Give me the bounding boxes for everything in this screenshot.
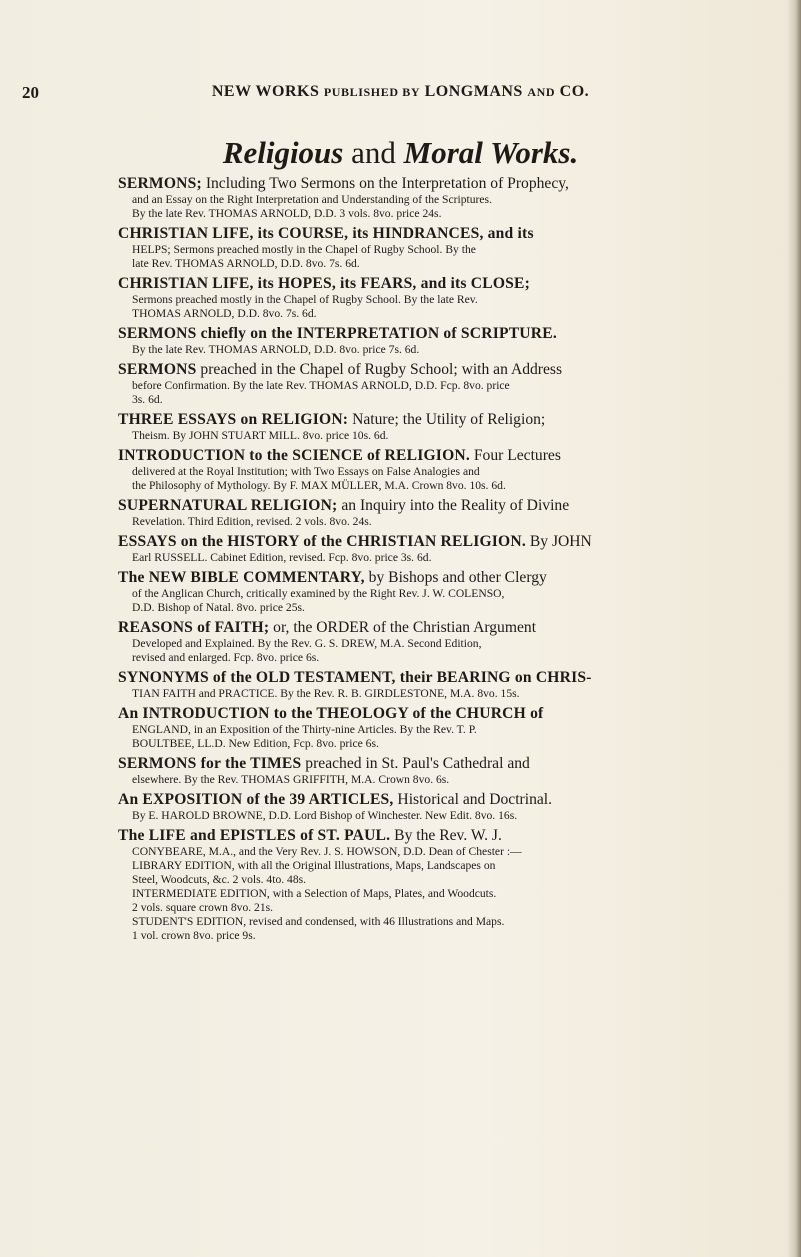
- entry-list: [118, 175, 698, 947]
- book-entry: [118, 225, 698, 271]
- entry-heading: [118, 619, 698, 637]
- entry-heading-rest: Nature; the Utility of Religion;: [348, 411, 546, 428]
- entry-heading-bold: SERMONS;: [118, 175, 202, 192]
- entry-description-line: and an Essay on the Right Interpretation and Understanding of the Scriptures.: [132, 193, 492, 206]
- book-entry: [118, 361, 698, 407]
- entry-heading-bold: REASONS of FAITH;: [118, 619, 270, 636]
- book-entry: [118, 619, 698, 665]
- entry-heading-rest: or, the ORDER of the Christian Argument: [269, 619, 537, 636]
- entry-description-line: CONYBEARE, M.A., and the Very Rev. J. S. HOWSON, D.D. Dean of Chester :—: [132, 845, 522, 858]
- entry-description-line: BOULTBEE, LL.D. New Edition, Fcp. 8vo. price 6s.: [132, 737, 379, 750]
- entry-heading: [118, 447, 698, 465]
- book-entry: [118, 275, 698, 321]
- running-title: [0, 83, 801, 101]
- entry-description-line: Steel, Woodcuts, &c. 2 vols. 4to. 48s.: [132, 873, 307, 886]
- entry-description-line: D.D. Bishop of Natal. 8vo. price 25s.: [132, 601, 305, 614]
- book-entry: [118, 791, 698, 823]
- entry-description-line: late Rev. THOMAS ARNOLD, D.D. 8vo. 7s. 6d.: [132, 257, 360, 270]
- entry-heading-bold: SUPERNATURAL RELIGION;: [118, 497, 338, 514]
- book-entry: [118, 325, 698, 357]
- entry-description-line: Sermons preached mostly in the Chapel of Rugby School. By the late Rev.: [132, 293, 478, 306]
- book-entry: [118, 497, 698, 529]
- entry-heading-rest: by Bishops and other Clergy: [364, 569, 547, 586]
- entry-heading: [118, 275, 698, 293]
- entry-heading-bold: CHRISTIAN LIFE, its HOPES, its FEARS, and its CLOSE;: [118, 275, 531, 292]
- section-title-part: Religious: [222, 135, 344, 170]
- entry-description-line: elsewhere. By the Rev. THOMAS GRIFFITH, M.A. Crown 8vo. 6s.: [132, 773, 450, 786]
- entry-description-line: 2 vols. square crown 8vo. 21s.: [132, 901, 274, 914]
- book-entry: [118, 669, 698, 701]
- entry-heading-rest: preached in St. Paul's Cathedral and: [301, 755, 530, 772]
- book-entry: [118, 827, 698, 943]
- book-entry: [118, 175, 698, 221]
- entry-heading-rest: By JOHN: [525, 533, 592, 550]
- entry-heading: [118, 827, 698, 845]
- entry-heading-rest: Historical and Doctrinal.: [393, 791, 553, 808]
- entry-description-line: before Confirmation. By the late Rev. THOMAS ARNOLD, D.D. Fcp. 8vo. price: [132, 379, 510, 392]
- entry-description-line: 3s. 6d.: [132, 393, 163, 406]
- entry-description-line: By the late Rev. THOMAS ARNOLD, D.D. 3 vols. 8vo. price 24s.: [132, 207, 442, 220]
- entry-heading: [118, 791, 698, 809]
- running-title-part: CO.: [555, 83, 590, 100]
- entry-heading: [118, 569, 698, 587]
- entry-description-line: TIAN FAITH and PRACTICE. By the Rev. R. B. GIRDLESTONE, M.A. 8vo. 15s.: [132, 687, 520, 700]
- entry-heading: [118, 533, 698, 551]
- entry-heading: [118, 705, 698, 723]
- entry-heading: [118, 175, 698, 193]
- page-edge-shadow: [787, 0, 801, 1257]
- book-entry: [118, 411, 698, 443]
- entry-heading: [118, 669, 698, 687]
- entry-heading-bold: An EXPOSITION of the 39 ARTICLES,: [118, 791, 394, 808]
- entry-description-line: THOMAS ARNOLD, D.D. 8vo. 7s. 6d.: [132, 307, 317, 320]
- entry-description-line: By the late Rev. THOMAS ARNOLD, D.D. 8vo. price 7s. 6d.: [132, 343, 420, 356]
- entry-description-line: Revelation. Third Edition, revised. 2 vols. 8vo. 24s.: [132, 515, 372, 528]
- entry-heading: [118, 325, 698, 343]
- book-entry: [118, 569, 698, 615]
- entry-description-line: STUDENT'S EDITION, revised and condensed, with 46 Illustrations and Maps.: [132, 915, 505, 928]
- book-entry: [118, 755, 698, 787]
- entry-heading-bold: SERMONS chiefly on the INTERPRETATION of SCRIPTURE.: [118, 325, 557, 342]
- entry-description-line: Theism. By JOHN STUART MILL. 8vo. price 10s. 6d.: [132, 429, 389, 442]
- entry-description-line: INTERMEDIATE EDITION, with a Selection of Maps, Plates, and Woodcuts.: [132, 887, 497, 900]
- entry-description-line: Earl RUSSELL. Cabinet Edition, revised. Fcp. 8vo. price 3s. 6d.: [132, 551, 432, 564]
- entry-description-line: revised and enlarged. Fcp. 8vo. price 6s.: [132, 651, 320, 664]
- entry-heading-bold: THREE ESSAYS on RELIGION:: [118, 411, 349, 428]
- page-header: [0, 83, 801, 105]
- entry-heading-bold: CHRISTIAN LIFE, its COURSE, its HINDRANCES, and its: [118, 225, 534, 242]
- entry-description-line: By E. HAROLD BROWNE, D.D. Lord Bishop of Winchester. New Edit. 8vo. 16s.: [132, 809, 518, 822]
- entry-heading-bold: SYNONYMS of the OLD TESTAMENT, their BEARING on CHRIS-: [118, 669, 592, 686]
- entry-heading-bold: SERMONS for the TIMES: [118, 755, 302, 772]
- running-title-part: LONGMANS: [420, 83, 528, 100]
- entry-heading-rest: Four Lectures: [469, 447, 561, 464]
- book-entry: [118, 533, 698, 565]
- entry-heading: [118, 755, 698, 773]
- entry-description-line: the Philosophy of Mythology. By F. MAX MÜLLER, M.A. Crown 8vo. 10s. 6d.: [132, 479, 506, 492]
- entry-description-line: HELPS; Sermons preached mostly in the Chapel of Rugby School. By the: [132, 243, 476, 256]
- entry-heading-rest: By the Rev. W. J.: [390, 827, 502, 844]
- entry-description-line: LIBRARY EDITION, with all the Original Illustrations, Maps, Landscapes on: [132, 859, 496, 872]
- entry-heading-bold: The LIFE and EPISTLES of ST. PAUL.: [118, 827, 391, 844]
- book-entry: [118, 705, 698, 751]
- entry-heading: [118, 497, 698, 515]
- entry-heading-bold: ESSAYS on the HISTORY of the CHRISTIAN RELIGION.: [118, 533, 526, 550]
- entry-description-line: delivered at the Royal Institution; with Two Essays on False Analogies and: [132, 465, 480, 478]
- entry-heading-rest: Including Two Sermons on the Interpretation of Prophecy,: [201, 175, 569, 192]
- section-title: [0, 135, 801, 171]
- entry-description-line: Developed and Explained. By the Rev. G. S. DREW, M.A. Second Edition,: [132, 637, 482, 650]
- running-title-part: NEW WORKS: [211, 83, 324, 100]
- entry-heading-bold: INTRODUCTION to the SCIENCE of RELIGION.: [118, 447, 470, 464]
- running-title-part: AND: [527, 85, 556, 99]
- entry-heading: [118, 225, 698, 243]
- entry-heading-rest: preached in the Chapel of Rugby School; with an Address: [196, 361, 563, 378]
- entry-heading-bold: The NEW BIBLE COMMENTARY,: [118, 569, 365, 586]
- entry-heading-bold: An INTRODUCTION to the THEOLOGY of the CHURCH of: [118, 705, 544, 722]
- section-title-part: Moral Works.: [403, 135, 579, 170]
- entry-heading-rest: an Inquiry into the Reality of Divine: [337, 497, 570, 514]
- page-number: 20: [22, 83, 39, 102]
- entry-heading: [118, 361, 698, 379]
- section-title-part: and: [343, 135, 404, 170]
- running-title-part: PUBLISHED BY: [323, 85, 421, 99]
- book-entry: [118, 447, 698, 493]
- entry-description-line: 1 vol. crown 8vo. price 9s.: [132, 929, 256, 942]
- entry-description-line: of the Anglican Church, critically examined by the Right Rev. J. W. COLENSO,: [132, 587, 505, 600]
- entry-heading: [118, 411, 698, 429]
- entry-heading-bold: SERMONS: [118, 361, 197, 378]
- entry-description-line: ENGLAND, in an Exposition of the Thirty-nine Articles. By the Rev. T. P.: [132, 723, 477, 736]
